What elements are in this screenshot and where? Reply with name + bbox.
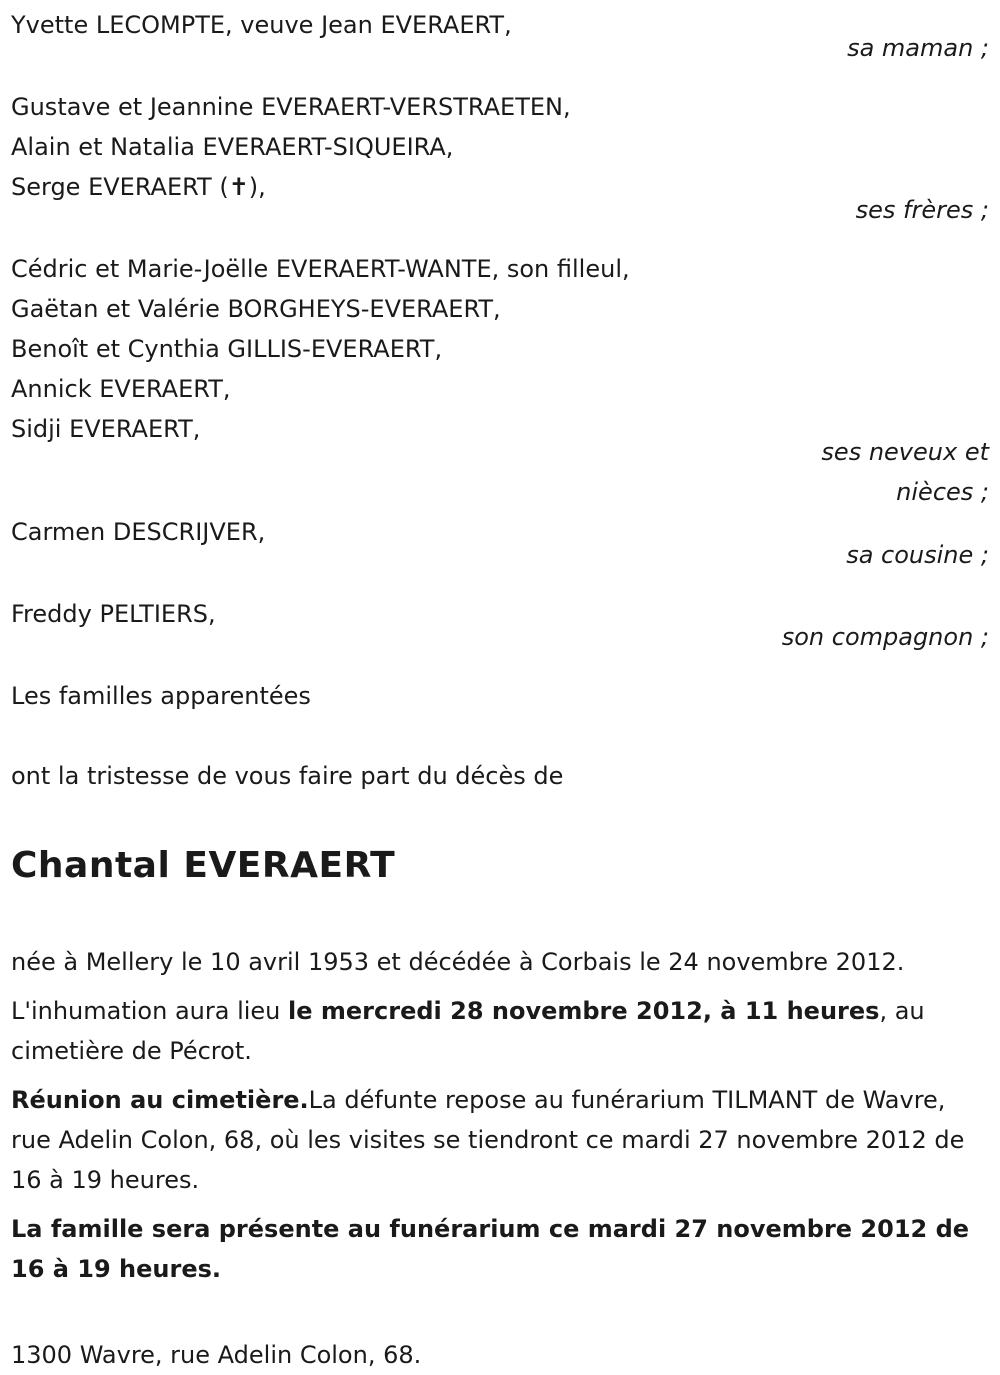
birth-death-dates: née à Mellery le 10 avril 1953 et décédée à Corbais le 24 novembre 2012. <box>11 948 905 976</box>
mourner-name: Serge EVERAERT (✝), <box>11 173 266 201</box>
mourner-name: Carmen DESCRIJVER, <box>11 518 266 546</box>
meeting-info <box>11 1080 991 1200</box>
announcement-intro: ont la tristesse de vous faire part du décès de <box>11 762 564 790</box>
relationship-label: ses neveux et <box>821 438 989 466</box>
address: 1300 Wavre, rue Adelin Colon, 68. <box>11 1341 422 1369</box>
mourner-group-companion <box>11 594 991 657</box>
burial-suffix: , au cimetière de Pécrot. <box>11 997 925 1065</box>
mourner-group-brothers <box>11 87 991 230</box>
burial-date: le mercredi 28 novembre 2012, à 11 heures <box>288 997 880 1025</box>
related-families: Les familles apparentées <box>11 682 311 710</box>
relationship-label: son compagnon ; <box>781 623 989 651</box>
mourner-group-mother <box>11 5 991 68</box>
mourner-name: Benoît et Cynthia GILLIS-EVERAERT, <box>11 335 443 363</box>
meeting-heading: Réunion au cimetière. <box>11 1086 309 1114</box>
mourner-name: Alain et Natalia EVERAERT-SIQUEIRA, <box>11 133 454 161</box>
meeting-text: La défunte repose au funérarium TILMANT de Wavre, rue Adelin Colon, 68, où les visites se tiendront ce mardi 27 novembre 2012 de 16 à 19 heures. <box>11 1086 965 1194</box>
burial-info <box>11 991 991 1071</box>
relationship-label-continued: nièces ; <box>896 478 989 506</box>
obituary-notice <box>11 5 991 1375</box>
mourner-name: Gustave et Jeannine EVERAERT-VERSTRAETEN, <box>11 93 571 121</box>
mourner-name: Gaëtan et Valérie BORGHEYS-EVERAERT, <box>11 295 501 323</box>
relationship-label: ses frères ; <box>855 196 989 224</box>
family-presence-text: La famille sera présente au funérarium ce mardi 27 novembre 2012 de 16 à 19 heures. <box>11 1215 970 1283</box>
mourner-group-cousin <box>11 512 991 575</box>
funeral-details <box>11 942 991 1289</box>
mourner-name: Annick EVERAERT, <box>11 375 231 403</box>
relationship-label: sa cousine ; <box>846 541 989 569</box>
family-presence <box>11 1209 991 1289</box>
mourner-name: Freddy PELTIERS, <box>11 600 216 628</box>
mourner-name: Cédric et Marie-Joëlle EVERAERT-WANTE, son filleul, <box>11 255 630 283</box>
relationship-label: sa maman ; <box>847 34 989 62</box>
burial-prefix: L'inhumation aura lieu <box>11 997 289 1025</box>
deceased-name: Chantal EVERAERT <box>11 845 396 886</box>
mourner-group-nephews-nieces <box>11 249 991 512</box>
mourner-name: Sidji EVERAERT, <box>11 415 201 443</box>
mourner-name: Yvette LECOMPTE, veuve Jean EVERAERT, <box>11 11 512 39</box>
